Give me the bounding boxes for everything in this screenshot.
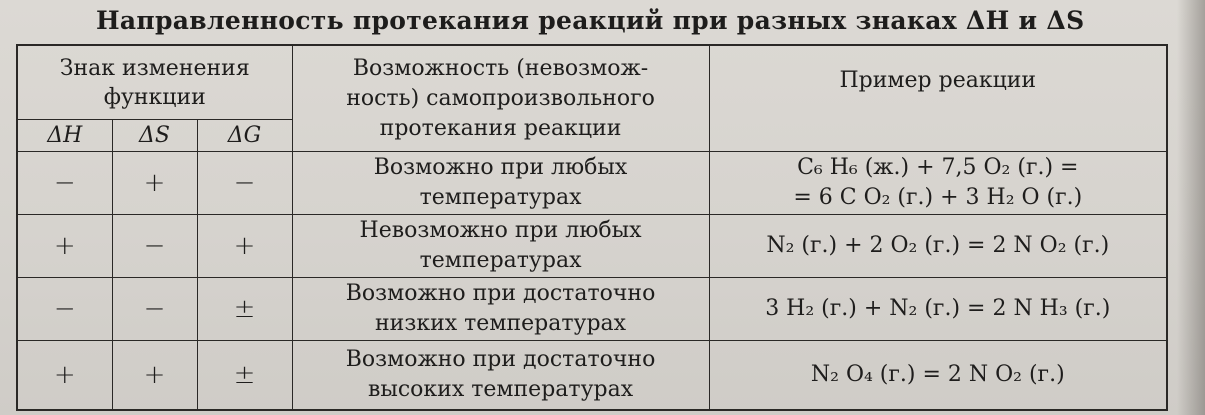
possibility-line1: Возможно при любых [373,155,628,180]
header-possibility-line1: Возможность (невозмож- [352,55,649,81]
cell-dS: + [112,152,197,215]
cell-dS: − [112,215,197,278]
cell-possibility [292,341,709,411]
header-possibility-line3: протекания реакции [379,115,622,141]
possibility-line1: Возможно при достаточно [345,347,656,372]
header-sign-group-line2: функции [103,84,206,110]
header-dG: ΔG [197,120,292,152]
reaction-direction-table [16,44,1168,411]
header-example: Пример реакции [709,45,1167,152]
cell-dS: − [112,278,197,341]
example-line2: = 6 C O₂ (г.) + 3 H₂ O (г.) [793,185,1083,210]
cell-example [709,215,1167,278]
table-row [17,341,1167,411]
cell-dH: + [17,215,112,278]
cell-dG: ± [197,278,292,341]
header-possibility [292,45,709,152]
cell-dG: ± [197,341,292,411]
example-line1: N₂ (г.) + 2 O₂ (г.) = 2 N O₂ (г.) [766,233,1110,258]
possibility-line2: высоких температурах [367,377,634,402]
header-sign-group-line1: Знак изменения [59,55,250,81]
possibility-line2: температурах [419,185,582,210]
cell-dG: − [197,152,292,215]
cell-example [709,278,1167,341]
cell-dG: + [197,215,292,278]
cell-possibility [292,152,709,215]
cell-possibility [292,278,709,341]
header-sign-group [17,45,292,120]
possibility-line1: Невозможно при любых [359,218,642,243]
possibility-line2: низких температурах [375,311,627,336]
header-row [17,45,1167,120]
example-line1: C₆ H₆ (ж.) + 7,5 O₂ (г.) = [797,155,1079,180]
cell-possibility [292,215,709,278]
header-possibility-line2: ность) самопроизвольного [346,85,655,111]
page-edge-shadow [1177,0,1205,415]
cell-example [709,341,1167,411]
header-dH: ΔH [17,120,112,152]
cell-dH: − [17,152,112,215]
table-row [17,278,1167,341]
example-line1: 3 H₂ (г.) + N₂ (г.) = 2 N H₃ (г.) [765,296,1111,321]
possibility-line2: температурах [419,248,582,273]
cell-dH: + [17,341,112,411]
header-dS: ΔS [112,120,197,152]
table-row [17,152,1167,215]
example-line1: N₂ O₄ (г.) = 2 N O₂ (г.) [810,362,1065,387]
cell-dH: − [17,278,112,341]
table-title: Направленность протекания реакций при разных знаках ΔH и ΔS [96,6,1085,35]
cell-example [709,152,1167,215]
cell-dS: + [112,341,197,411]
possibility-line1: Возможно при достаточно [345,281,656,306]
table-row [17,215,1167,278]
